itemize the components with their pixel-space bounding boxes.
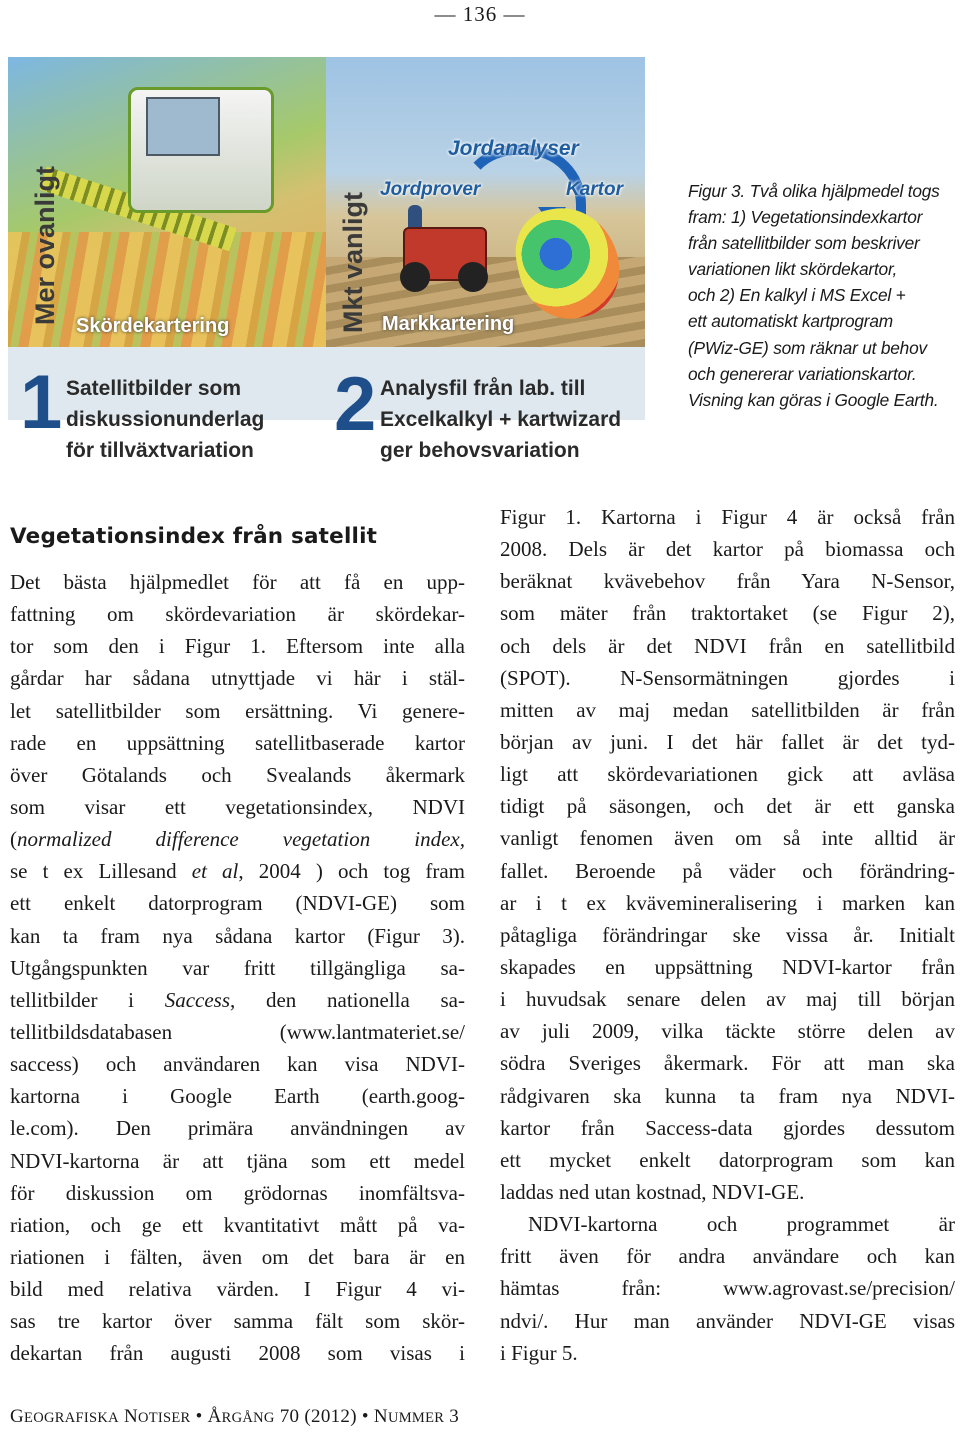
text-line: NDVI-kartorna är att tjäna som ett medel	[10, 1148, 465, 1173]
footer-fragment: N	[123, 1406, 138, 1427]
caption-line: ett automatiskt kartprogram	[688, 311, 893, 332]
text-line: tor som den i Figur 1. Eftersom inte alla	[10, 634, 465, 659]
text-line: riationen i fälten, även om det bara är en	[10, 1244, 465, 1269]
text-line: ligt att skördevariationen gick att avläsa	[500, 762, 955, 787]
text-line: NDVI-kartorna och programmet är	[528, 1212, 955, 1237]
desc-line: Excelkalkyl + kartwizard	[380, 408, 622, 431]
section-heading: Vegetationsindex från satellit	[10, 524, 378, 549]
text-line: beräknat kvävebehov från Yara N-Sensor,	[500, 569, 955, 594]
footer-fragment: UMMER	[387, 1410, 445, 1426]
caption-line: och genererar variationskartor.	[688, 363, 917, 384]
desc-line: diskussionunderlag	[66, 408, 265, 431]
tractor-wheel-front	[400, 262, 430, 292]
text-line: ar i t ex kvävemineralisering i marken kan	[500, 890, 955, 915]
text-fragment: (	[10, 827, 17, 852]
label-skordekartering: Skördekartering	[76, 315, 230, 337]
text-line: början av juni. I det här fallet är det tyd-	[500, 729, 955, 754]
footer-fragment: Å	[207, 1406, 222, 1427]
text-line: Det bästa hjälpmedlet för att få en upp-	[10, 570, 465, 594]
text-line: 2008. Dels är det kartor på biomassa och	[500, 537, 955, 562]
caption-line: Visning kan göras i Google Earth.	[688, 389, 939, 410]
text-line: av juli 2009, vilka täckte större delen av	[500, 1019, 955, 1044]
text-line: sas tre kartor över samma fält som skör-	[10, 1309, 465, 1334]
figure-illustration	[8, 57, 645, 462]
text-line: i huvudsak senare delen av maj till början	[500, 987, 955, 1012]
figure-number-one: 1	[20, 360, 63, 445]
text-line: vanligt fenomen även om så inte alltid är	[500, 826, 955, 851]
text-line: kartor från Saccess-data gjordes dessutom	[500, 1115, 955, 1140]
text-fragment-italic: normalized difference vegetation index,	[17, 827, 465, 852]
text-line-italic	[10, 823, 465, 855]
text-line: bild med relativa värden. I Figur 4 vi-	[10, 1277, 465, 1302]
text-fragment: , 2004 ) och tog fram	[238, 859, 465, 884]
footer-bullet: •	[356, 1406, 374, 1427]
text-line: och dels är det NDVI från en satellitbild	[500, 633, 955, 658]
text-line: rade en uppsättning satellitbaserade kartor	[10, 730, 465, 755]
desc-line: för tillväxtvariation	[66, 439, 254, 462]
text-line: dekartan från augusti 2008 som visas i	[10, 1341, 465, 1366]
text-line: riation, och ge ett kvantitativt mått på va-	[10, 1212, 465, 1237]
vertical-label-right: Mkt vanligt	[338, 191, 368, 333]
desc-line: Analysfil från lab. till	[380, 377, 586, 400]
text-line: gårdar har sådana utnyttjade vi här i stäl-	[10, 666, 465, 691]
label-kartor: Kartor	[566, 179, 624, 200]
footer-fragment: OTISER	[137, 1410, 191, 1426]
text-fragment-italic: et al	[191, 859, 239, 884]
text-line: kartorna i Google Earth (earth.goog-	[10, 1084, 465, 1109]
combine-cab	[146, 97, 220, 156]
text-line: (SPOT). N-Sensormätningen gjordes i	[500, 665, 955, 690]
text-line: kan ta fram nya sådana kartor (Figur 3).	[10, 923, 465, 948]
label-jordprover: Jordprover	[380, 179, 481, 200]
text-line: fallet. Beroende på väder och förändring-	[500, 858, 955, 883]
caption-line: och 2) En kalkyl i MS Excel +	[688, 285, 906, 306]
text-line: let satellitbilder som ersättning. Vi genere-	[10, 698, 465, 723]
footer-issue: 3	[444, 1406, 460, 1427]
text-line-saccess	[10, 984, 465, 1016]
desc-line: ger behovsvariation	[380, 439, 580, 462]
figure-caption	[688, 178, 955, 413]
text-line: tellitbildsdatabasen (www.lantmateriet.se/	[10, 1019, 465, 1044]
caption-line: från satellitbilder som beskriver	[688, 233, 920, 254]
label-markkartering: Markkartering	[382, 313, 515, 335]
label-jordanalyser: Jordanalyser	[448, 137, 579, 160]
figure-description-right	[380, 373, 621, 466]
text-line: le.com). Den primära användningen av	[10, 1116, 465, 1141]
page-number: — 136 —	[434, 2, 526, 26]
footer-fragment: N	[373, 1406, 388, 1427]
footer-fragment: G	[10, 1406, 25, 1427]
text-line: över Götalands och Svealands åkermark	[10, 762, 465, 787]
text-line: södra Sveriges åkermark. För att man ska	[500, 1051, 955, 1076]
desc-line: Satellitbilder som	[66, 377, 242, 400]
footer-fragment: RGÅNG	[221, 1410, 275, 1426]
text-line: påtagliga förändringar ske vissa år. Initialt	[500, 922, 955, 947]
text-line: tidigt på säsongen, och det är ett ganska	[500, 794, 955, 819]
text-line: laddas ned utan kostnad, NDVI-GE.	[500, 1179, 805, 1204]
tractor-wheel-rear	[458, 262, 488, 292]
caption-line: (PWiz-GE) som räknar ut behov	[688, 337, 927, 358]
left-column	[10, 566, 465, 1370]
text-line: ndvi/. Hur man använder NDVI-GE visas	[500, 1308, 955, 1333]
text-line: i Figur 5.	[500, 1340, 578, 1365]
caption-line: fram: 1) Vegetationsindexkartor	[688, 207, 923, 228]
text-line: ett mycket enkelt datorprogram som kan	[500, 1147, 955, 1172]
text-line: Figur 1. Kartorna i Figur 4 är också från	[500, 505, 955, 529]
text-line: Utgångspunkten var fritt tillgängliga sa-	[10, 955, 465, 980]
text-line: rådgivaren ska kunna ta fram nya NDVI-	[500, 1083, 955, 1108]
text-fragment: tellitbilder i	[10, 987, 165, 1012]
text-line-citation	[10, 855, 465, 887]
text-line: ett enkelt datorprogram (NDVI-GE) som	[10, 891, 465, 916]
text-line: som mäter från traktortaket (se Figur 2),	[500, 601, 955, 626]
text-line: mitten av maj medan satellitbilden är från	[500, 697, 955, 722]
caption-line: Figur 3. Två olika hjälpmedel togs	[688, 181, 940, 201]
text-line: för diskussion om grödornas inomfältsva-	[10, 1180, 465, 1205]
figure-description-left	[66, 373, 264, 466]
footer-fragment: EOGRAFISKA	[24, 1410, 119, 1426]
text-fragment: , den nationella sa-	[230, 987, 465, 1012]
journal-footer	[10, 1406, 459, 1428]
right-column	[500, 501, 955, 1369]
text-line: fattning om skördevariation är skördekar-	[10, 602, 465, 627]
footer-year: 70 (2012)	[274, 1406, 357, 1427]
footer-bullet: •	[190, 1406, 208, 1427]
text-line: hämtas från: www.agrovast.se/precision/	[500, 1276, 955, 1301]
text-line: som visar ett vegetationsindex, NDVI	[10, 794, 465, 819]
figure-number-two: 2	[334, 362, 377, 447]
text-line: saccess) och användaren kan visa NDVI-	[10, 1052, 465, 1077]
text-fragment: se t ex Lillesand	[10, 859, 192, 884]
text-fragment-italic: Saccess	[164, 987, 231, 1012]
text-line: fritt även för andra användare och kan	[500, 1244, 955, 1269]
caption-line: variationen likt skördekartor,	[688, 259, 898, 280]
text-line: skapades en uppsättning NDVI-kartor från	[500, 954, 955, 979]
vertical-label-left: Mer ovanligt	[30, 165, 60, 325]
